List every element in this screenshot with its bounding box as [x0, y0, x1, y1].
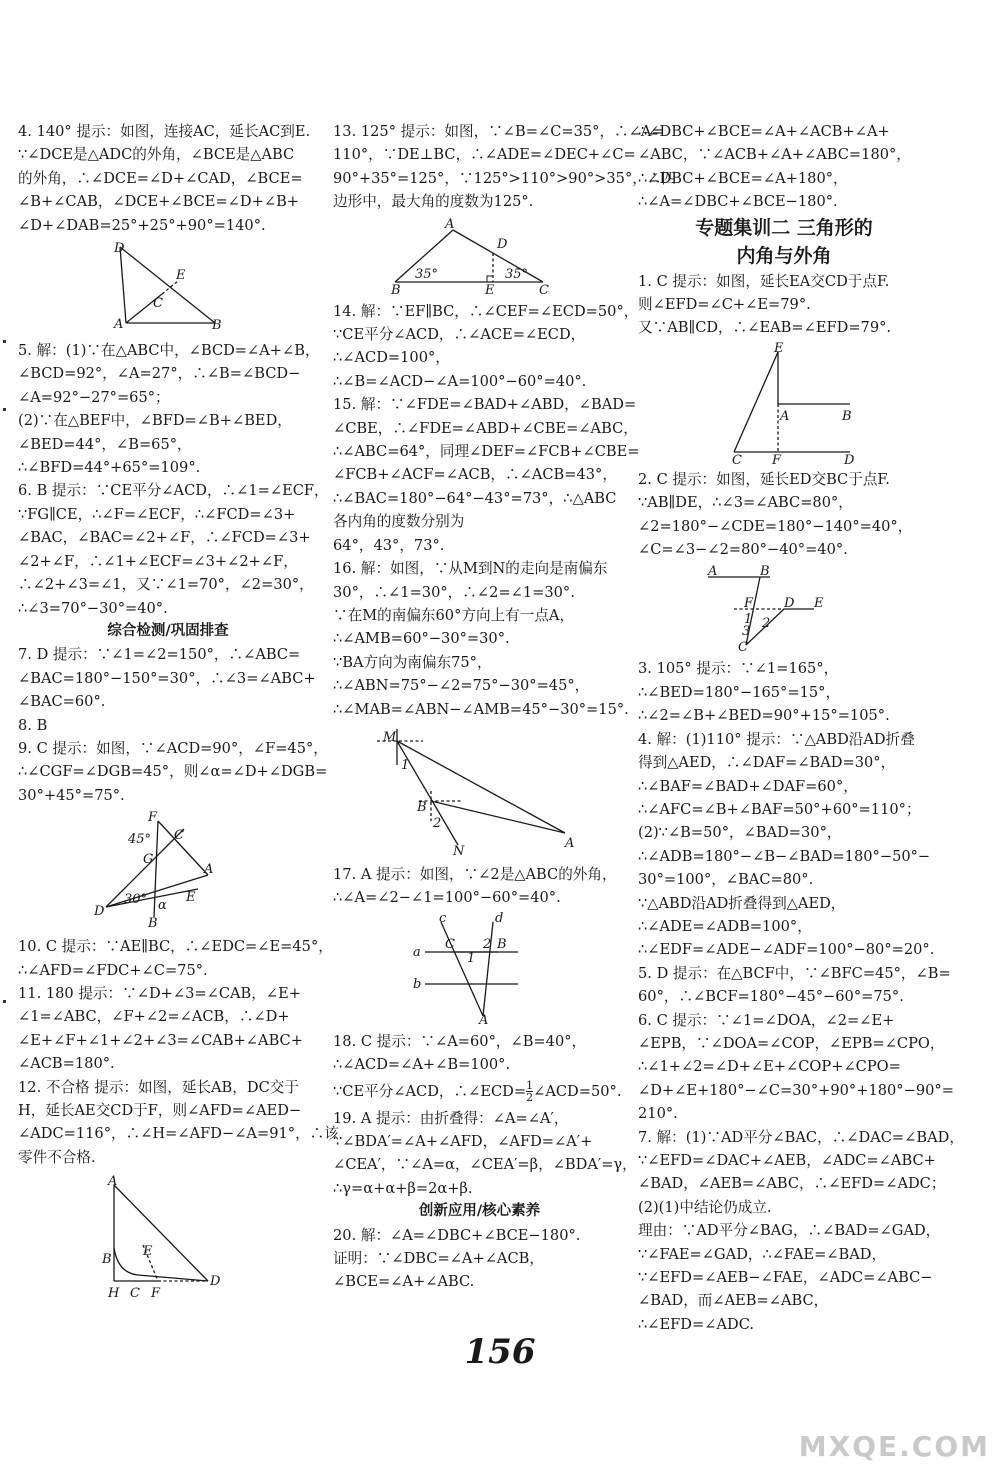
answer-line: 2. C 提示：如图，延长ED交BC于点F. — [638, 470, 890, 488]
answer-line: ∵在M的南偏东60°方向上有一点A， — [333, 606, 575, 624]
answer-line: 6. B 提示：∵CE平分∠ACD，∴∠1=∠ECF， — [18, 482, 329, 500]
fig-label: A — [479, 1012, 489, 1028]
answer-line: 110°，∵DE⊥BC，∴∠ADE=∠DEC+∠C= — [333, 146, 636, 164]
answer-line: 7. 解：(1)∵AD平分∠BAC，∴∠DAC=∠BAD， — [638, 1128, 964, 1146]
answer-line: ∠BAD，而∠AEB=∠ABC， — [638, 1292, 829, 1310]
answer-line: ∠B+∠CAB，∠DCE+∠BCE=∠D+∠B+ — [18, 193, 300, 211]
text-run: ∵CE平分∠ACD，∴∠ECD= — [333, 1082, 527, 1100]
answer-line: 3. 105° 提示：∵∠1=165°， — [638, 660, 839, 678]
answer-8: 8. B — [18, 716, 48, 734]
fig-label: D — [94, 904, 105, 920]
answer-line: ∴∠ADB=180°−∠B−∠BAD=180°−50°− — [638, 847, 931, 865]
topic-answer-6 — [638, 1009, 954, 1126]
fig-label: 45° — [128, 832, 152, 848]
answer-line: ∠BED=44°，∠B=65°， — [18, 435, 192, 453]
answer-line: ∴∠ACD=100°， — [333, 349, 450, 367]
fig-label: D — [844, 452, 855, 468]
answer-line: 18. C 提示：∵∠A=60°，∠B=40°， — [333, 1032, 587, 1050]
topic-answer-7 — [638, 1126, 964, 1337]
column-left — [18, 120, 339, 1307]
fig-label: F — [744, 596, 754, 612]
answer-20-continued — [638, 120, 930, 214]
answer-line: 210°. — [638, 1105, 678, 1123]
fig-label: B — [842, 408, 852, 424]
answer-15 — [333, 393, 640, 557]
answer-line: ∴∠BED=180°−165°=15°， — [638, 683, 841, 701]
answer-line: ∴∠BAF=∠BAD+∠DAF=60°， — [638, 777, 858, 795]
answer-line: ∠2+∠F，∴∠1+∠ECF=∠3+∠2+∠F， — [18, 552, 298, 570]
fig-label: c — [439, 910, 447, 926]
fig-label: E — [774, 340, 784, 356]
answer-line: 30°+45°=75°. — [18, 786, 125, 804]
answer-line: 19. A 提示：由折叠得：∠A=∠A′， — [333, 1109, 569, 1127]
figure-q4 — [18, 241, 318, 333]
answer-line: 90°+35°=125°，∵125°>110°>90°>35°，∴四 — [333, 169, 677, 187]
answer-line: ∠D+∠E+180°−∠C=30°+90°+180°−90°= — [638, 1081, 954, 1099]
fig-label: C — [130, 1286, 140, 1302]
answer-7 — [18, 643, 318, 713]
fig-label: F — [148, 810, 158, 826]
answer-line: (2)∵在△BEF中，∠BFD=∠B+∠BED， — [18, 412, 292, 430]
answer-line: ∵∠EFD=∠AEB−∠FAE，∠ADC=∠ABC− — [638, 1269, 933, 1287]
fig-label: E — [485, 282, 495, 298]
answer-line: ∴∠DBC+∠BCE=∠A+∠ACB+∠A+ — [638, 123, 890, 140]
answer-line: ∠BCD=92°，∠A=27°，∴∠B=∠BCD− — [18, 365, 301, 383]
fraction-numerator: 1 — [526, 1079, 534, 1093]
answer-18 — [333, 1030, 626, 1107]
answer-line: 边形中，最大角的度数为125°. — [333, 193, 534, 211]
fig-label: A — [780, 408, 790, 424]
figure-q12 — [18, 1173, 318, 1301]
answer-line: ∵∠FAE=∠GAD，∴∠FAE=∠BAD， — [638, 1245, 887, 1263]
answer-line: ∵∠DCE是△ADC的外角，∠BCE是△ABC — [18, 146, 295, 164]
fig-label: A — [565, 835, 575, 851]
fig-label: D — [114, 241, 125, 257]
fig-label: 35° — [415, 266, 439, 282]
answer-line: 13. 125° 提示：如图，∵∠B=∠C=35°，∴∠A= — [333, 123, 664, 140]
answer-line: ∵∠BDA′=∠A+∠AFD，∠AFD=∠A′+ — [333, 1132, 593, 1150]
answer-line: ∵∠EFD=∠DAC+∠AEB，∠ADC=∠ABC+ — [638, 1152, 936, 1169]
answer-line: 30°=100°，∠BAC=80°. — [638, 871, 814, 889]
answer-line: ∠EPB，∵∠DOA=∠COP，∠EPB=∠CPO， — [638, 1034, 945, 1052]
answer-line: ∴∠CGF=∠DGB=45°，则∠α=∠D+∠DGB= — [18, 763, 328, 781]
fig-label: H — [108, 1286, 120, 1302]
figure-p1 — [638, 340, 930, 468]
answer-line: 1. C 提示：如图，延长EA交CD于点F. — [638, 272, 890, 290]
answer-line: ∵FG∥CE，∴∠F=∠ECF，∴∠FCD=∠3+ — [18, 505, 296, 523]
answer-line: ∠E+∠F+∠1+∠2+∠3=∠CAB+∠ABC+ — [18, 1031, 303, 1049]
page-number: 156 — [464, 1332, 536, 1372]
fig-label: 2 — [762, 616, 771, 632]
answer-line — [333, 1077, 626, 1107]
answer-line: 则∠EFD=∠C+∠E=79°. — [638, 296, 811, 314]
answer-10-line2: ∴∠AFD=∠FDC+∠C=75°. — [18, 961, 208, 979]
answer-line: ∠BCE=∠A+∠ABC. — [333, 1273, 475, 1291]
watermark: MXQE.COM — [798, 1430, 990, 1463]
topic-answer-1 — [638, 270, 930, 340]
answer-line: ∴∠BAC=180°−64°−43°=73°，∴△ABC各内角的度数分别为 — [333, 489, 617, 531]
answer-line: ∴∠2=∠B+∠BED=90°+15°=105°. — [638, 707, 890, 725]
fig-label: d — [495, 910, 504, 926]
fig-label: B — [102, 1252, 112, 1268]
fig-label: 2 — [433, 815, 442, 831]
answer-line: ∴∠ACD=∠A+∠B=100°. — [333, 1056, 511, 1074]
fig-label: 1 — [744, 612, 753, 628]
answer-20 — [333, 1224, 626, 1294]
answer-line: ∴∠A=∠2−∠1=100°−60°=40°. — [333, 889, 561, 907]
fig-label: 35° — [505, 266, 529, 282]
answer-line: ∠BAC=180°−150°=30°，∴∠3=∠ABC+ — [18, 669, 316, 687]
answer-line: ∴∠AMB=60°−30°=30°. — [333, 630, 510, 648]
answer-line: 16. 解：如图，∵从M到N的走向是南偏东 — [333, 560, 608, 578]
answer-line: ∠2=180°−∠CDE=180°−140°=40°， — [638, 517, 913, 535]
answer-line: 17. A 提示：如图，∵∠2是△ABC的外角， — [333, 865, 617, 883]
fig-label: E — [814, 596, 824, 612]
answer-5 — [18, 339, 318, 479]
fig-label: A — [708, 564, 718, 580]
answer-line: ∠ACB=180°. — [18, 1055, 115, 1073]
fig-label: E — [176, 268, 186, 284]
fig-label: α — [158, 898, 167, 914]
fig-label: A — [108, 1174, 118, 1190]
answer-line: ∴∠ABN=75°−∠2=75°−30°=45°， — [333, 677, 590, 695]
fig-label: N — [453, 843, 465, 859]
answer-line: 64°，43°，73°. — [333, 536, 445, 554]
answer-line: ∴∠BFD=44°+65°=109°. — [18, 459, 201, 477]
answer-line: ∴∠EFD=∠ADC. — [638, 1315, 754, 1333]
answer-19 — [333, 1107, 637, 1201]
answer-line: ∵BA方向为南偏东75°， — [333, 653, 492, 671]
answer-line: ∵AB∥DE，∴∠3=∠ABC=80°， — [638, 494, 853, 512]
answer-line: ∴∠MAB=∠ABN−∠AMB=45°−30°=15°. — [333, 700, 629, 718]
fig-label: D — [784, 596, 795, 612]
fig-label: 2 — [483, 936, 492, 952]
answer-line: ∠BAC=60°. — [18, 693, 106, 711]
answer-line: ∠FCB+∠ACF=∠ACB，∴∠ACB=43°， — [333, 466, 617, 484]
fig-label: F — [151, 1286, 161, 1302]
answer-line: 5. D 提示：在△BCF中，∵∠BFC=45°，∠B= — [638, 964, 951, 982]
fraction-denominator: 2 — [526, 1091, 534, 1105]
fig-label: D — [210, 1274, 221, 1290]
answer-line: (2)(1)中结论仍成立. — [638, 1198, 772, 1216]
fig-label: A — [204, 862, 214, 878]
fig-label: B — [760, 564, 770, 580]
fig-label: B — [212, 318, 222, 334]
fig-label: C — [174, 828, 184, 844]
fig-label: a — [413, 944, 421, 960]
answer-line: 4. 140° 提示：如图，连接AC，延长AC到E. — [18, 123, 311, 140]
topic-title: 专题集训二 三角形的 — [695, 216, 873, 239]
answer-line: H，延长AE交CD于F，则∠AFD=∠AED− — [18, 1102, 302, 1119]
fig-label: D — [497, 236, 508, 252]
figure-q9 — [18, 810, 318, 932]
answer-line: ∠ABC，∵∠ACB+∠A+∠ABC=180°， — [638, 146, 911, 164]
fig-label: B — [417, 799, 427, 815]
answer-line: 5. 解：(1)∵在△ABC中，∠BCD=∠A+∠B， — [18, 342, 320, 360]
answer-line: 60°，∴∠BCF=180°−45°−60°=75°. — [638, 988, 904, 1006]
fig-label: 1 — [467, 950, 476, 966]
topic-subtitle: 内角与外角 — [736, 244, 832, 267]
answer-line: 11. 180 提示：∵∠D+∠3=∠CAB，∠E+ — [18, 984, 301, 1002]
topic-answer-5 — [638, 962, 951, 1009]
answer-line: ∴∠ADE=∠ADB=100°， — [638, 917, 812, 935]
column-right — [638, 120, 964, 1336]
fig-label: C — [738, 640, 748, 656]
figure-p2 — [638, 564, 930, 656]
answer-9 — [18, 737, 328, 807]
answer-line: ∠D+∠DAB=25°+25°+90°=140°. — [18, 216, 266, 234]
answer-line: 理由：∵AD平分∠BAG，∴∠BAD=∠GAD， — [638, 1222, 941, 1240]
answer-line: 又∵AB∥CD，∴∠EAB=∠EFD=79°. — [638, 319, 892, 337]
fig-label: 1 — [401, 757, 410, 773]
fig-label: B — [391, 282, 401, 298]
answer-10: 10. C 提示：∵AE∥BC，∴∠EDC=∠E=45°， — [18, 938, 333, 956]
fig-label: F — [772, 452, 782, 468]
answer-line: ∠CBE，∴∠FDE=∠ABD+∠CBE=∠ABC， — [333, 419, 638, 437]
answer-16 — [333, 557, 629, 721]
answer-line: ∴∠3=70°−30°=40°. — [18, 599, 168, 617]
answer-line: ∠CEA′，∵∠A=α，∠CEA′=β，∠BDA′=γ， — [333, 1156, 637, 1174]
answer-line: ∠ADC=116°，∴∠H=∠AFD−∠A=91°，∴该 — [18, 1125, 339, 1143]
answer-line: ∠BAD，∠AEB=∠ABC，∴∠EFD=∠ADC； — [638, 1175, 946, 1193]
figure-q13 — [333, 216, 626, 298]
fig-label: C — [539, 282, 549, 298]
answer-line: ∴γ=α+α+β=2α+β. — [333, 1179, 473, 1197]
fig-label: G — [143, 852, 154, 868]
fig-label: M — [383, 729, 397, 745]
answer-line: ∴∠B=∠ACD−∠A=100°−60°=40°. — [333, 372, 587, 390]
fig-label: C — [153, 296, 163, 312]
answer-line: 6. C 提示：∵∠1=∠DOA，∠2=∠E+ — [638, 1011, 895, 1029]
answer-line: ∠C=∠3−∠2=80°−40°=40°. — [638, 541, 848, 559]
answer-line: 证明：∵∠DBC=∠A+∠ACB， — [333, 1250, 544, 1267]
fig-label: B — [148, 916, 158, 932]
fig-label: B — [497, 936, 507, 952]
answer-line: 30°，∴∠1=30°，∴∠2=∠1=30°. — [333, 583, 575, 601]
answer-line: ∴∠EDF=∠ADE−∠ADF=100°−80°=20°. — [638, 941, 935, 959]
answer-line: 零件不合格. — [18, 1148, 96, 1166]
answer-17 — [333, 863, 626, 910]
answer-line: ∵CE平分∠ACD，∴∠ACE=∠ECD， — [333, 326, 586, 344]
answer-line: 20. 解：∠A=∠DBC+∠BCE−180°. — [333, 1226, 581, 1244]
fig-label: E — [186, 890, 196, 906]
answer-line: ∠BAC，∠BAC=∠2+∠F，∴∠FCD=∠3+ — [18, 529, 311, 547]
section-heading: 创新应用/核心素养 — [418, 1203, 541, 1220]
answer-line: 得到△AED，∴∠DAF=∠BAD=30°， — [638, 754, 896, 772]
topic-answer-3 — [638, 657, 930, 727]
answer-line: 9. C 提示：如图，∵∠ACD=90°，∠F=45°， — [18, 739, 328, 757]
answer-line: ∵△ABD沿AD折叠得到△AED， — [638, 894, 846, 912]
answer-line: ∠1=∠ABC，∠F+∠2=∠ACB，∴∠D+ — [18, 1008, 290, 1026]
answer-line: ∴∠AFC=∠B+∠BAF=50°+60°=110°； — [638, 800, 921, 818]
fig-label: E — [143, 1244, 153, 1260]
fig-label: A — [114, 317, 124, 333]
fig-label: C — [445, 936, 455, 952]
answer-line: 7. D 提示：∵∠1=∠2=150°，∴∠ABC= — [18, 646, 301, 664]
section-heading: 综合检测/巩固排查 — [107, 622, 229, 639]
fig-label: A — [445, 216, 455, 232]
answer-12 — [18, 1076, 339, 1170]
fig-label: C — [732, 452, 742, 468]
answer-line: 12. 不合格 提示：如图，延长AB，DC交于 — [18, 1078, 299, 1096]
answer-line: 14. 解：∵EF∥BC，∴∠CEF=∠ECD=50°， — [333, 302, 639, 320]
answer-6 — [18, 479, 329, 619]
text-run: ∠ACD=50°. — [533, 1082, 622, 1100]
answer-4 — [18, 120, 318, 237]
answer-line: 4. 解：(1)110° 提示：∵△ABD沿AD折叠 — [638, 730, 915, 748]
figure-q16 — [333, 725, 626, 857]
fig-label: 30° — [124, 892, 148, 908]
answer-line: (2)∵∠B=50°，∠BAD=30°， — [638, 824, 842, 842]
answer-line: ∴∠DBC+∠BCE=∠A+180°， — [638, 169, 848, 187]
answer-line: ∴∠A=∠DBC+∠BCE−180°. — [638, 193, 838, 211]
answer-line: ∴∠1+∠2=∠D+∠E+∠COP+∠CPO= — [638, 1058, 901, 1076]
answer-line: ∠A=92°−27°=65°； — [18, 388, 170, 406]
answer-14 — [333, 300, 639, 394]
fig-label: b — [413, 976, 422, 992]
fig-label: 3 — [742, 624, 751, 640]
answer-line: ∴∠2+∠3=∠1，又∵∠1=70°，∠2=30°， — [18, 576, 314, 594]
figure-q17 — [333, 910, 626, 1028]
topic-answer-4 — [638, 728, 935, 962]
answer-line: 的外角，∴∠DCE=∠D+∠CAD，∠BCE= — [18, 169, 303, 187]
topic-answer-2 — [638, 468, 930, 562]
answer-line: ∴∠ABC=64°，同理∠DEF=∠FCB+∠CBE= — [333, 443, 640, 461]
answer-line: 15. 解：∵∠FDE=∠BAD+∠ABD，∠BAD= — [333, 396, 637, 414]
answer-13 — [333, 120, 677, 214]
answer-11 — [18, 982, 318, 1076]
